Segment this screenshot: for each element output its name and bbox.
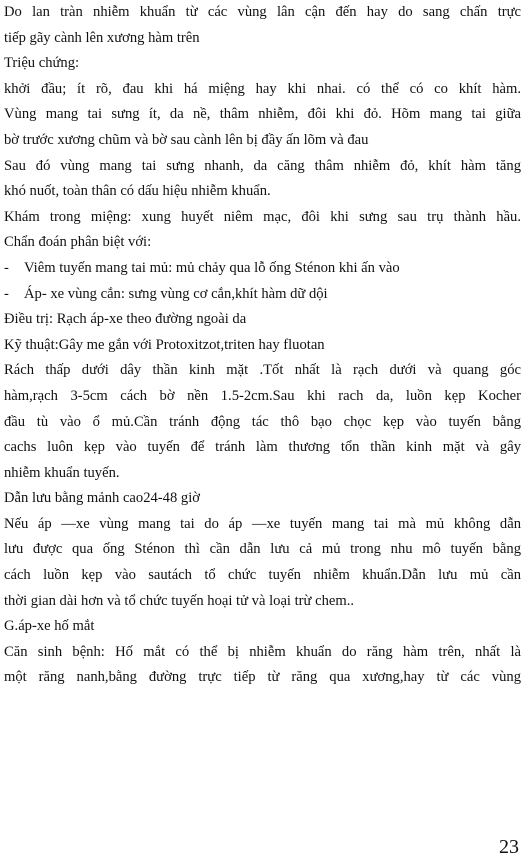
text-line: Nếu áp —xe vùng mang tai do áp —xe tuyến mang tai mà mủ không dẫn (4, 515, 521, 532)
text-line: bờ trước xương chũm và bờ sau cành lên bị đầy ấn lõm và đau (4, 131, 369, 148)
bullet-text: Viêm tuyến mang tai mủ: mủ chảy qua lỗ ống Sténon khi ấn vào (24, 259, 400, 276)
text-line: tiếp gãy cành lên xương hàm trên (4, 29, 200, 46)
text-line: lưu được qua ống Sténon thì cần dẫn lưu cả mủ trong nhu mô tuyến bằng (4, 541, 521, 558)
bullet-item (4, 256, 521, 282)
section-heading: Triệu chứng: (4, 55, 80, 72)
text-line: khó nuốt, toàn thân có dấu hiệu nhiễm khuẩn. (4, 183, 271, 200)
text-line: một răng nanh,bằng đường trực tiếp từ răng qua xương,hay từ các vùng (4, 669, 521, 686)
text-line: Căn sinh bệnh: Hố mắt có thể bị nhiễm khuẩn do răng hàm trên, nhất là (4, 643, 521, 660)
bullet-item (4, 282, 521, 308)
text-line: cachs luôn kẹp vào tuyến để tránh làm thương tổn thần kinh mặt và gây (4, 439, 521, 456)
text-line: Kỹ thuật:Gây me gắn với Protoxitzot,triten hay fluotan (4, 336, 325, 353)
section-heading: Điều trị: Rạch áp-xe theo đường ngoài da (4, 311, 247, 328)
text-line: nhiễm khuẩn tuyến. (4, 464, 120, 481)
text-line: Do lan tràn nhiễm khuẩn từ các vùng lân cận đến hay do sang chấn trực (4, 4, 521, 20)
text-line: Khám trong miệng: xung huyết niêm mạc, đôi khi sưng sau trụ thành hầu. (4, 208, 521, 225)
text-line: Dẫn lưu bằng mảnh cao24-48 giờ (4, 490, 200, 507)
text-line: Vùng mang tai sưng ít, da nề, thâm nhiễm, đôi khi đỏ. Hõm mang tai giữa (4, 106, 521, 123)
text-line: cách luồn kẹp vào sautách tổ chức tuyến nhiễm khuẩn.Dẫn lưu mủ cần (4, 567, 521, 584)
bullet-text: Áp- xe vùng cắn: sưng vùng cơ cắn,khít hàm dữ dội (24, 285, 328, 302)
text-line: thời gian dài hơn và tổ chức tuyến hoại tử và loại trừ chem.. (4, 592, 355, 609)
text-line: Rách thấp dưới dây thần kinh mặt .Tốt nhất là rạch dưới và quang góc (4, 362, 521, 379)
text-line: khởi đầu; ít rõ, đau khi há miệng hay khi nhai. có thể có co khít hàm. (4, 80, 521, 97)
bullet-dash: - (4, 259, 9, 276)
section-heading: G.áp-xe hố mắt (4, 618, 95, 635)
page-number: 23 (499, 836, 519, 858)
text-line: Sau đó vùng mang tai sưng nhanh, da căng thâm nhiễm đỏ, khít hàm tăng (4, 157, 521, 174)
section-heading: Chẩn đoán phân biệt với: (4, 234, 152, 251)
text-line: đầu tù vào ổ mủ.Cần tránh động tác thô bạo chọc kẹp vào tuyến bằng (4, 413, 521, 430)
body-text (4, 0, 521, 691)
text-line: hàm,rạch 3-5cm cách bờ nền 1.5-2cm.Sau khi rach da, luồn kẹp Kocher (4, 387, 521, 404)
bullet-dash: - (4, 285, 9, 302)
